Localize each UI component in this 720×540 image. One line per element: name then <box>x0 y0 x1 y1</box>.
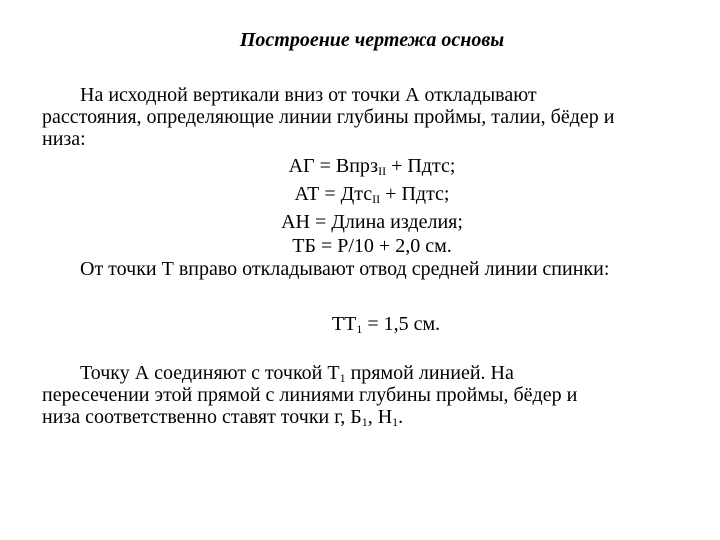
formula-ag-main: АГ = Впрз <box>288 155 379 177</box>
paragraph-3-line-3-sub-1: 1 <box>361 415 368 429</box>
paragraph-1-line-2: расстояния, определяющие линии глубины проймы, талии, бёдер и <box>42 106 615 128</box>
formula-an: АН = Длина изделия; <box>281 211 463 233</box>
paragraph-3-line-3-main: низа соответственно ставят точки г, Б <box>42 406 362 428</box>
formula-at-main: АТ = Дтс <box>294 183 373 205</box>
formula-tt1 <box>0 313 720 335</box>
formula-ag-tail: + Пдтс; <box>386 155 456 177</box>
formula-tt1-tail: = 1,5 см. <box>362 313 441 335</box>
formula-at-tail: + Пдтс; <box>380 183 450 205</box>
formula-at-sub: II <box>372 192 381 206</box>
page-title: Построение чертежа основы <box>239 29 505 51</box>
paragraph-3-line-3 <box>42 406 403 428</box>
paragraph-3-line-3-tail: . <box>398 406 404 428</box>
paragraph-1-line-1: На исходной вертикали вниз от точки А откладывают <box>80 84 537 106</box>
formula-ag-sub: II <box>378 164 387 178</box>
paragraph-3-line-1-sub: 1 <box>339 371 346 385</box>
formula-ag <box>0 155 720 177</box>
paragraph-3-line-1-tail: прямой линией. На <box>345 362 514 384</box>
paragraph-3-line-3-sub-2: 1 <box>392 415 399 429</box>
formula-tt1-main: ТТ <box>331 313 357 335</box>
paragraph-3-line-1 <box>80 362 514 384</box>
formula-at <box>0 183 720 205</box>
formula-tt1-sub: 1 <box>356 322 363 336</box>
paragraph-1-line-3: низа: <box>42 128 86 150</box>
paragraph-3-line-2: пересечении этой прямой с линиями глубины проймы, бёдер и <box>42 384 578 406</box>
paragraph-2: От точки Т вправо откладывают отвод средней линии спинки: <box>80 258 610 280</box>
paragraph-3-line-1-main: Точку А соединяют с точкой Т <box>80 362 340 384</box>
formula-tb: ТБ = Р/10 + 2,0 см. <box>292 235 452 257</box>
paragraph-3-line-3-mid: , Н <box>367 406 393 428</box>
